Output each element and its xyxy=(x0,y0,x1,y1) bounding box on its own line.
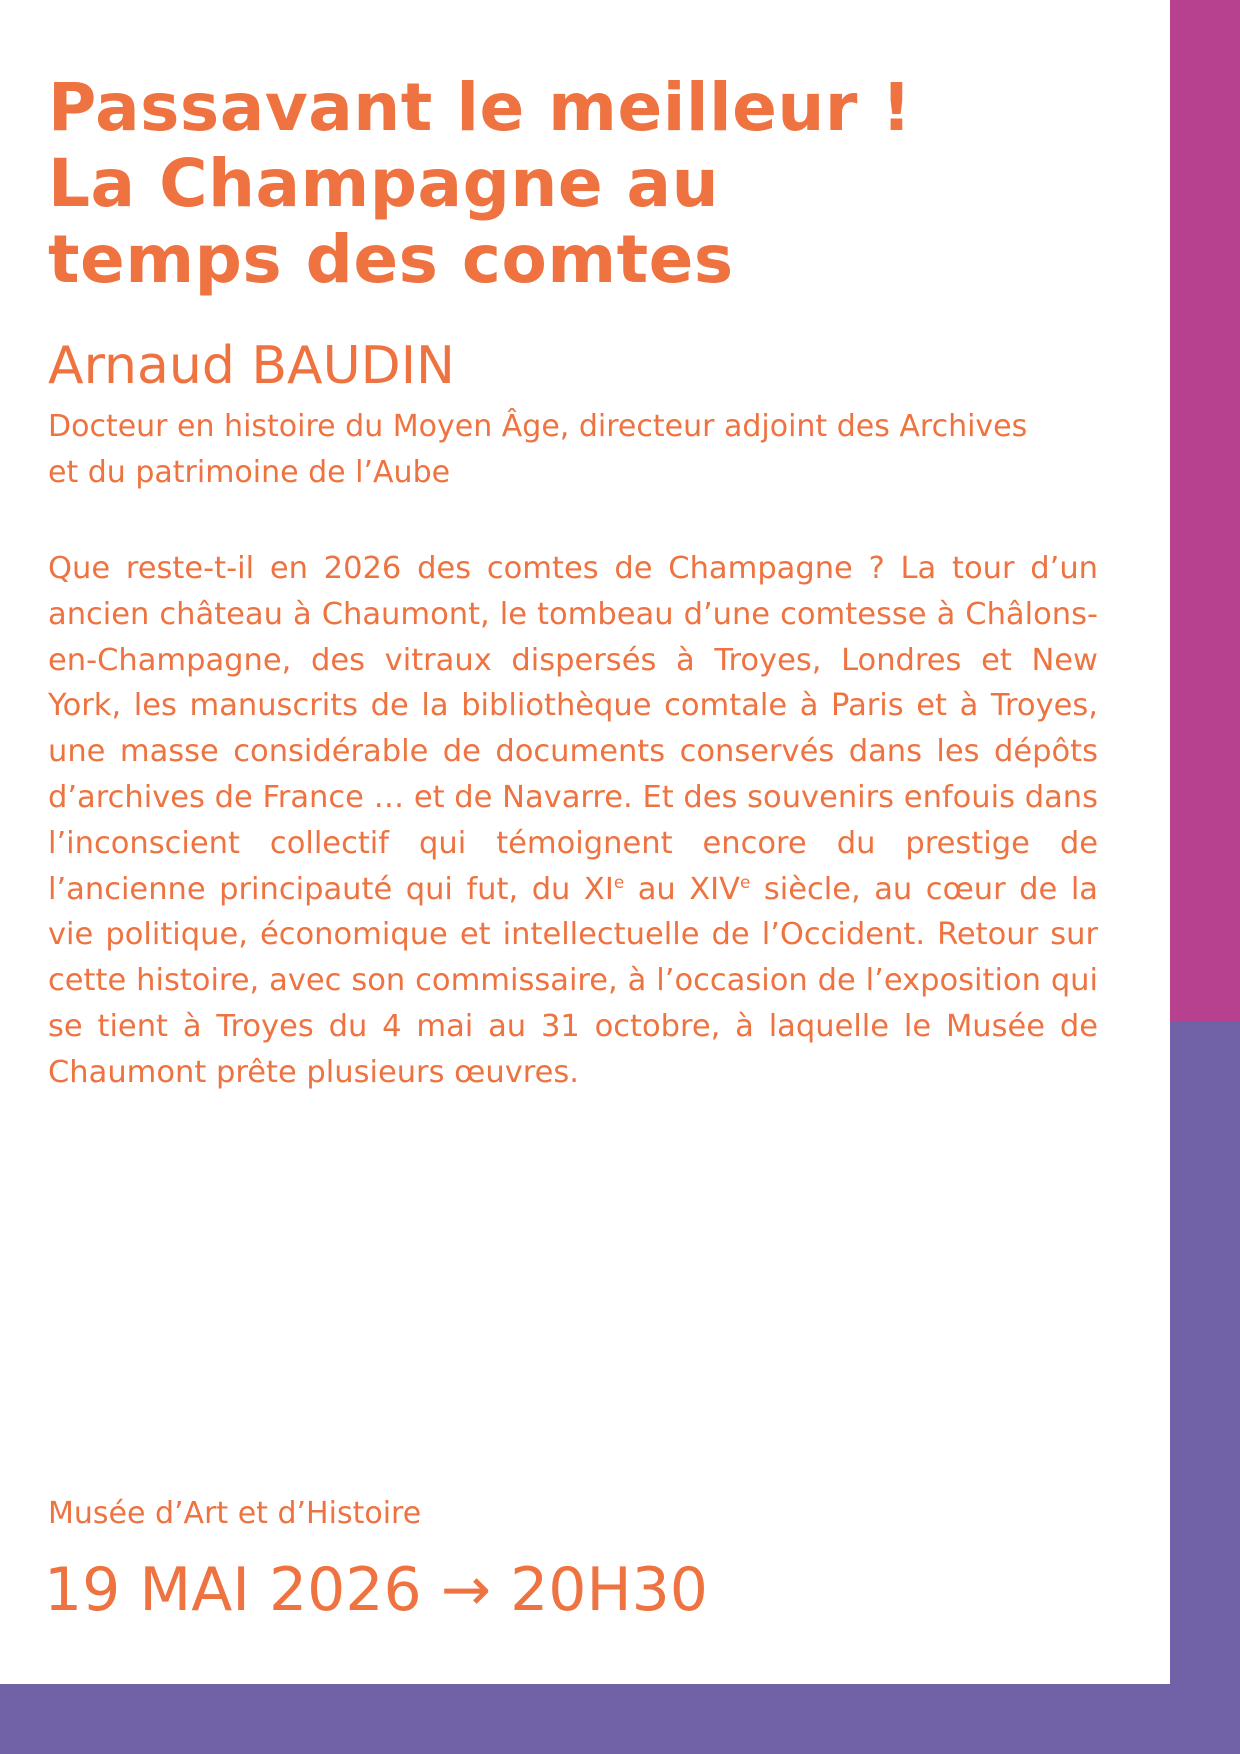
title-line-3: temps des comtes xyxy=(48,221,734,298)
event-title xyxy=(48,70,1098,298)
description-part-1: Que reste-t-il en 2026 des comtes de Champagne ? La tour d’un ancien château à Chaumont, le tombeau d’une comtesse à Châlons-en-Champagne, des vitraux dispersés à Troyes, Londres et New York, les manuscrits de la bibliothèque comtale à Paris et à Troyes, une masse considérable de documents conservés dans les dépôts d’archives de France … et de Navarre. Et des souvenirs enfouis dans l’inconscient collectif qui témoignent encore du prestige de l’ancienne principauté qui fut, du XI xyxy=(48,551,1098,907)
violet-bottom-band xyxy=(0,1684,1240,1754)
speaker-name: Arnaud BAUDIN xyxy=(48,336,455,396)
event-datetime: 19 MAI 2026 → 20H30 xyxy=(44,1555,708,1625)
title-line-2: La Champagne au xyxy=(48,145,720,222)
event-venue: Musée d’Art et d’Histoire xyxy=(48,1496,422,1531)
speaker-role: Docteur en histoire du Moyen Âge, directeur adjoint des Archives et du patrimoine de l’Aube xyxy=(48,409,1028,490)
magenta-side-band xyxy=(1170,0,1240,1022)
event-description xyxy=(48,546,1098,1096)
superscript-e: e xyxy=(740,871,751,892)
description-part-3: siècle, au cœur de la vie politique, économique et intellectuelle de l’Occident. Retour sur cette histoire, avec son commissaire, à l’occasion de l’exposition qui se tient à Troyes du 4 mai au 31 octobre, à laquelle le Musée de Chaumont prête plusieurs œuvres. xyxy=(48,871,1098,1090)
description-part-2: au XIV xyxy=(624,871,741,907)
superscript-e: e xyxy=(613,871,625,892)
main-content xyxy=(48,70,1098,1096)
title-line-1: Passavant le meilleur ! xyxy=(48,69,912,146)
violet-side-band xyxy=(1170,1022,1240,1754)
